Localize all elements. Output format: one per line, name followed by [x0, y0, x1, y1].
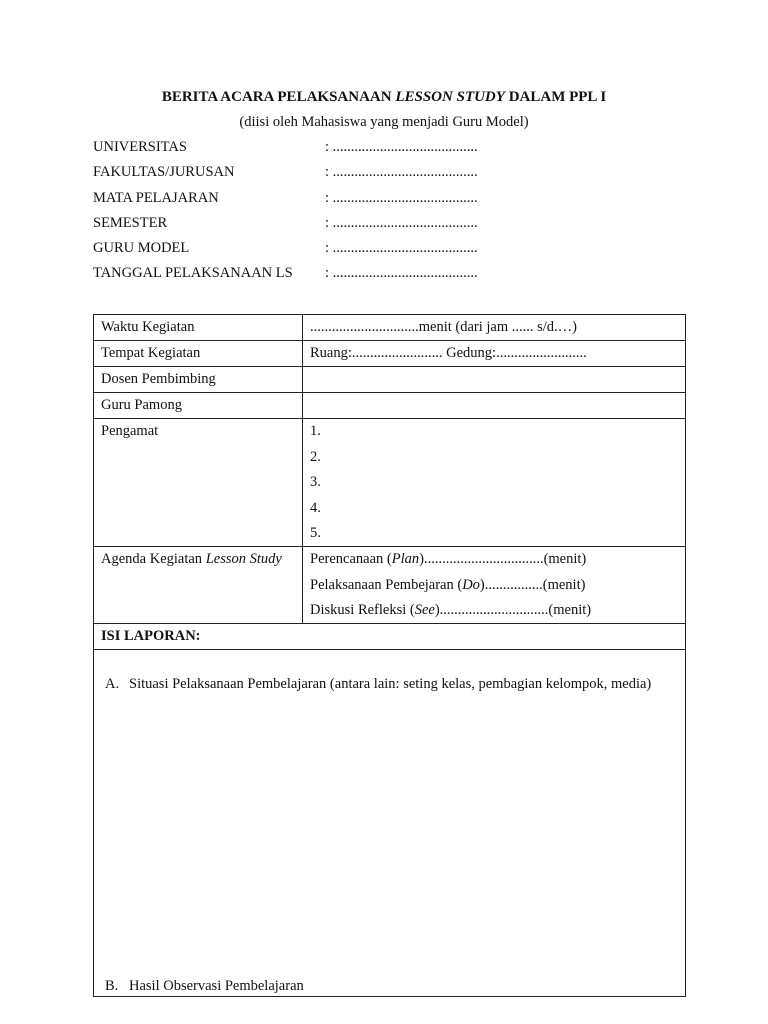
field-value: : ........................................: [325, 240, 478, 257]
cell-tempat-label: Tempat Kegiatan: [94, 341, 303, 367]
pengamat-item: 5.: [310, 525, 321, 541]
pengamat-item: 1.: [310, 423, 321, 439]
title-text: BERITA ACARA PELAKSANAAN: [161, 89, 396, 105]
cell-waktu-label: Waktu Kegiatan: [94, 315, 303, 341]
pengamat-item: 4.: [310, 499, 321, 516]
field-value: : ........................................: [325, 214, 478, 231]
field-label: SEMESTER: [93, 214, 168, 231]
agenda-text: Pelaksanaan Pembejaran (: [310, 576, 463, 593]
field-value: : ........................................: [325, 189, 478, 206]
cell-dosen-label: Dosen Pembimbing: [94, 367, 303, 393]
table-row: [94, 419, 686, 547]
agenda-italic: Plan: [391, 551, 420, 567]
agenda-text: Perencanaan (: [310, 551, 392, 567]
field-semester: [93, 214, 693, 239]
report-marker: B.: [105, 978, 119, 994]
table-row: [94, 341, 686, 367]
cell-agenda-label: [94, 547, 303, 624]
field-value: : ........................................: [325, 164, 478, 181]
table-row: [94, 315, 686, 341]
activity-table: [93, 314, 686, 997]
report-text: Hasil Observasi Pembelajaran: [129, 978, 304, 994]
document-title: [0, 88, 768, 106]
agenda-label-italic: Lesson Study: [205, 551, 282, 567]
field-mata-pelajaran: [93, 189, 693, 214]
table-row: [94, 547, 686, 624]
field-label: FAKULTAS/JURUSAN: [93, 164, 235, 181]
report-item-a: [105, 672, 665, 697]
cell-tempat-value: Ruang:......................... Gedung:.........................: [303, 341, 686, 367]
agenda-item-plan: [310, 549, 678, 575]
title-text-end: DALAM PPL I: [504, 89, 607, 105]
field-label: UNIVERSITAS: [93, 139, 187, 155]
agenda-italic: See: [414, 602, 435, 618]
cell-pengamat-list: [303, 419, 686, 547]
agenda-item-do: [310, 575, 678, 601]
agenda-item-see: [310, 600, 678, 620]
field-label: MATA PELAJARAN: [93, 189, 219, 206]
cell-agenda-list: [303, 547, 686, 624]
report-item-b: [105, 974, 665, 999]
field-universitas: [93, 138, 693, 163]
field-value: : ........................................: [325, 265, 478, 282]
report-text: Situasi Pelaksanaan Pembelajaran (antara lain: seting kelas, pembagian kelompok, media): [129, 676, 652, 692]
field-value: : ........................................: [325, 139, 478, 155]
agenda-label-text: Agenda Kegiatan: [101, 551, 206, 567]
document-subtitle: (diisi oleh Mahasiswa yang menjadi Guru Model): [239, 114, 529, 130]
isi-laporan-heading: ISI LAPORAN:: [94, 624, 686, 650]
agenda-text: ).................................(menit): [419, 551, 587, 567]
title-italic-text: LESSON STUDY: [395, 89, 505, 105]
identity-fields: [93, 138, 693, 290]
table-row: [94, 367, 686, 393]
pengamat-item: 2.: [310, 448, 321, 465]
table-row: [94, 393, 686, 419]
cell-pamong-label: Guru Pamong: [94, 393, 303, 419]
cell-pamong-value: [303, 393, 686, 419]
report-body: [94, 650, 686, 997]
field-fakultas: [93, 163, 693, 188]
cell-dosen-value: [303, 367, 686, 393]
pengamat-item: 3.: [310, 474, 321, 490]
agenda-italic: Do: [462, 576, 480, 593]
agenda-text: )................(menit): [479, 576, 586, 593]
agenda-text: )..............................(menit): [434, 602, 592, 618]
table-row: [94, 650, 686, 997]
report-marker: A.: [105, 676, 120, 692]
cell-waktu-value: ..............................menit (dari jam ...... s/d.…): [303, 315, 686, 341]
table-row: [94, 624, 686, 650]
cell-pengamat-label: Pengamat: [94, 419, 303, 547]
agenda-text: Diskusi Refleksi (: [310, 602, 415, 618]
field-label: GURU MODEL: [93, 240, 190, 257]
field-tanggal: [93, 264, 693, 289]
field-guru-model: [93, 239, 693, 264]
field-label: TANGGAL PELAKSANAAN LS: [93, 265, 293, 282]
